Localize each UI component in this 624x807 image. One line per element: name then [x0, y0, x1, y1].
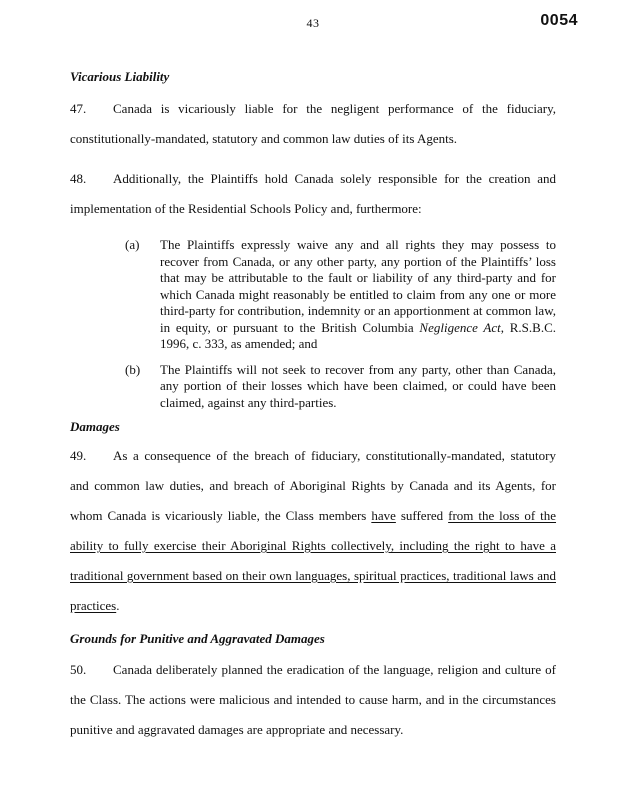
paragraph-47-text: Canada is vicariously liable for the negligent performance of the fiduciary, constitutionally-mandated, statutory and common law duties of its Agents. [70, 101, 556, 146]
page-header [70, 12, 578, 32]
subclause-a-text-before-italic: The Plaintiffs expressly waive any and all rights they may possess to recover from Canada, or any other party, any portion of the Plaintiffs’ loss that may be attributable to the fault or liability of any third-party and for which Canada might reasonably be entitled to claim from any one or more third-party for contribution, indemnity or an apportionment at common law, in equity, or pursuant to the British Columbia [160, 237, 556, 335]
subclause-a-text [160, 237, 556, 353]
paragraph-47-number: 47. [70, 101, 87, 116]
paragraph-50-text: Canada deliberately planned the eradication of the language, religion and culture of the Class. The actions were malicious and intended to cause harm, and in the circumstances punitive and aggravated damages are appropriate and necessary. [70, 662, 556, 737]
paragraph-49-text-part1: As a consequence of the breach of fiduciary, constitutionally-mandated, statutory and common law duties, and breach of Aboriginal Rights by Canada and its Agents, for whom Canada is vicariously liable, the Class members [70, 448, 556, 523]
subclause-b-text: The Plaintiffs will not seek to recover from any party, other than Canada, any portion of their losses which have been claimed, or could have been claimed, against any third-parties. [160, 361, 556, 410]
paragraph-49-number: 49. [70, 448, 87, 463]
paragraph-50 [70, 655, 556, 745]
paragraph-49-underlined-part1: have [371, 508, 396, 523]
paragraph-47 [70, 94, 556, 154]
paragraph-50-number: 50. [70, 662, 87, 677]
section-heading-punitive-aggravated-damages: Grounds for Punitive and Aggravated Damages [70, 631, 325, 646]
paragraph-48-text: Additionally, the Plaintiffs hold Canada solely responsible for the creation and implementation of the Residential Schools Policy and, furthermore: [70, 171, 556, 216]
paragraph-49-underlined-part2: from the loss of the ability to fully exercise their Aboriginal Rights collectively, including the right to have a traditional government based on their own languages, spiritual practices, traditional laws and practices [70, 508, 557, 613]
page-number: 43 [306, 16, 320, 30]
bates-stamp-number: 0054 [540, 12, 578, 29]
section-heading-damages: Damages [70, 419, 120, 434]
paragraph-49-text-part3: . [116, 598, 120, 613]
subclause-a-text-after-italic: , R.S.B.C. 1996, c. 333, as amended; and [160, 319, 556, 351]
subclause-a [125, 237, 556, 353]
section-heading-vicarious-liability: Vicarious Liability [70, 69, 170, 84]
subclause-b [125, 362, 556, 412]
paragraph-48-number: 48. [70, 171, 87, 186]
paragraph-48 [70, 164, 556, 224]
paragraph-49-text-part2: suffered [395, 508, 449, 523]
paragraph-49 [70, 441, 556, 621]
subclause-a-label: (a) [125, 237, 140, 252]
subclause-b-label: (b) [125, 361, 141, 377]
subclause-a-statute-name: Negligence Act [419, 319, 501, 335]
